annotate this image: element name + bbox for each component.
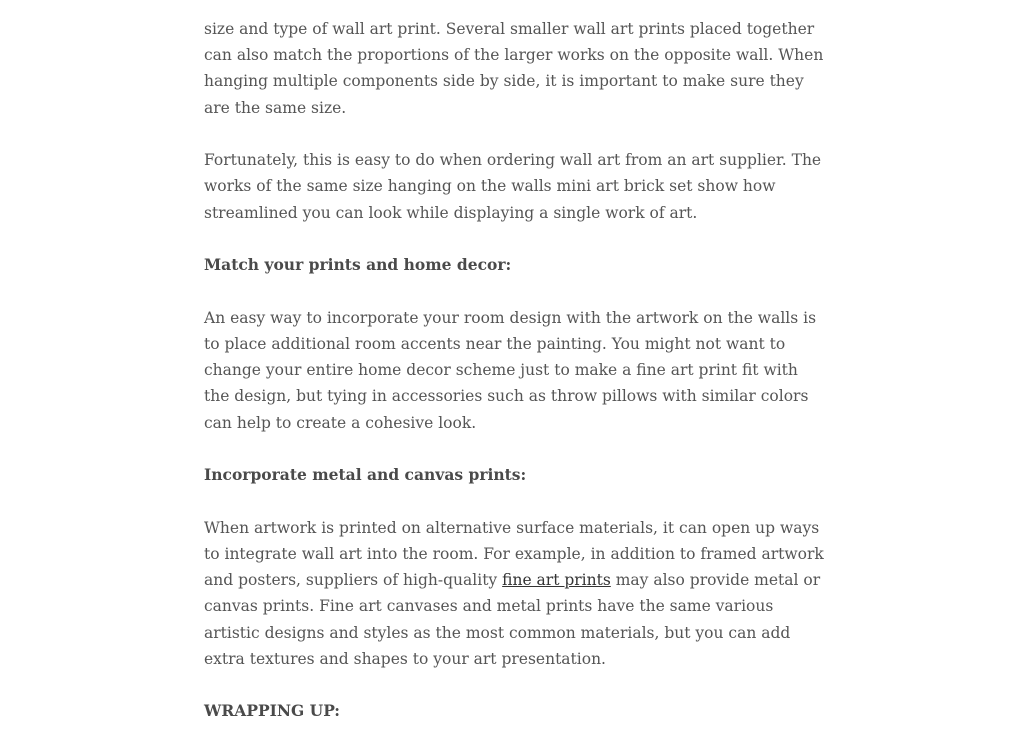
paragraph-match-prints: An easy way to incorporate your room design with the artwork on the walls is to place additional room accents near the painting. You might not want to change your entire home decor scheme just to make a fine art print fit with the design, but tying in accessories such as throw pillows with similar colors can help to create a cohesive look.	[204, 308, 817, 432]
heading-wrapping-up: WRAPPING UP:	[204, 701, 341, 721]
paragraph-metal-text-after: may also provide metal or canvas prints. Fine art canvases and metal prints have the same various artistic designs and styles as the most common materials, but you can add extra textures and shapes to your art presentation.	[204, 571, 821, 668]
paragraph-metal-canvas	[204, 515, 824, 672]
paragraph-metal-text-before: When artwork is printed on alternative surface materials, it can open up ways to integrate wall art into the room. For example, in addition to framed artwork and posters, suppliers of high-quality	[204, 518, 824, 590]
heading-match-prints: Match your prints and home decor:	[204, 255, 512, 275]
heading-metal-canvas: Incorporate metal and canvas prints:	[204, 465, 527, 485]
paragraph-fortunately: Fortunately, this is easy to do when ordering wall art from an art supplier. The works of the same size hanging on the walls mini art brick set show how streamlined you can look while displaying a single work of art.	[204, 151, 822, 222]
paragraph-intro: size and type of wall art print. Several smaller wall art prints placed together can also match the proportions of the larger works on the opposite wall. When hanging multiple components side by side, it is important to make sure they are the same size.	[204, 20, 824, 117]
fine-art-prints-link[interactable]: fine art prints	[502, 571, 611, 590]
article-body	[204, 16, 824, 751]
